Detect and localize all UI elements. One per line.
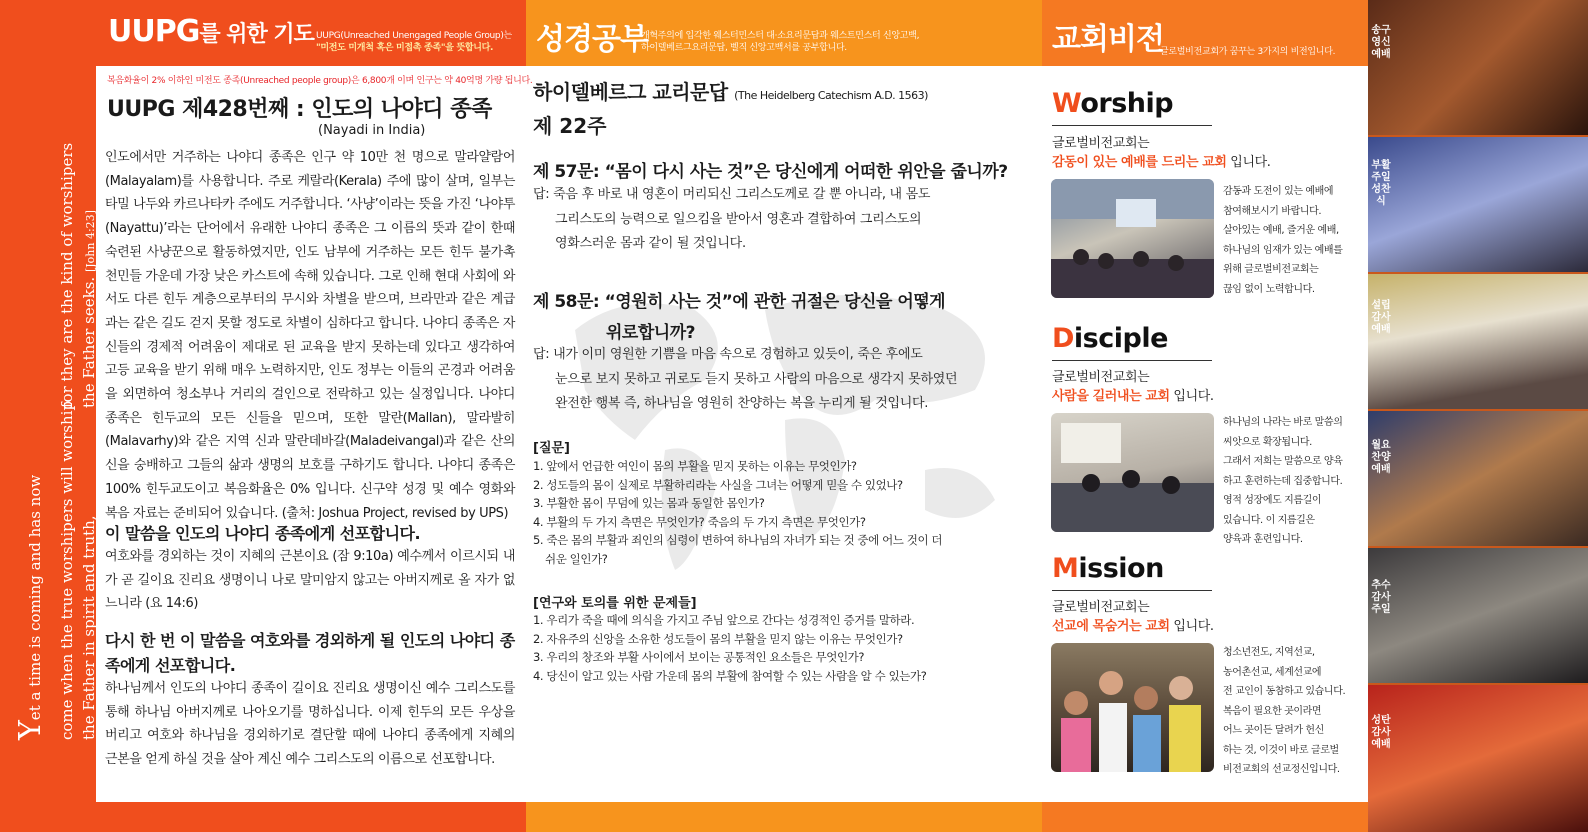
- disciple-rule: [1052, 360, 1212, 361]
- question-57: 제 57문: “몸이 다시 사는 것”은 당신에게 어떠한 위안을 줍니까?: [533, 162, 1008, 182]
- uupg-body: 인도에서만 거주하는 나야디 종족은 인구 약 10만 천 명으로 말라얄람어(Malayalam)를 사용합니다. 주로 케랄라(Kerala) 주에 많이 살며, 일부는 타밀 나두와 카르나타카 주에도 거주합니다. ‘사냥’이라는 뜻을 가진 ‘나야투(Nayattu)’라는 단어에서 유래한 나야디 종족은 그 이름의 뜻과 같이 한때 숙련된 사냥꾼으로 활동하였지만, 인도 남부에 거주하는 모든 힌두 불가촉 천민들 가운데 가장 낮은 카스트에 속해 있습니다. 그로 인해 현대 사회에 와서도 다른 힌두 계층으로부터의 무시와 차별을 받으며, 브라만과 같은 계급과는 같은 길도 걷지 못할 정도로 차별이 심하다고 합니다. 나야디 종족은 자신들의 경제적 어려움이 제대로 된 교육을 받지 못하는데 있다고 생각하여 고등 교육을 받기 위해 매우 노력하지만, 인도 정부는 이들의 곤경과 어려움을 외면하여 청소부나 거리의 걸인으로 전락하고 있는 실정입니다. 나야디 종족은 힌두교의 모든 신들을 믿으며, 또한 말란(Mallan), 말라발히(Malavarhy)와 같은 지역 신과 말란데바갈(Maladeivangal)과 같은 산의 신을 숭배하고 그들의 삶과 생명의 보호를 구하기도 합니다. 나야디 종족은 100% 힌두교도이고 복음화율은 0% 입니다. 신구약 성경 및 예수 영화와 복음 자료는 준비되어 있습니다. (출처: Joshua Project, revised by UPS): [105, 150, 515, 521]
- strip-label-4: 월요찬양예배: [1371, 440, 1391, 475]
- spine-verse-line-1: for they are the kind of worshipers: [58, 142, 76, 408]
- question-58-line-1: 제 58문: “영원히 사는 것”에 관한 귀절은 당신을 어떻게: [533, 292, 946, 312]
- uupg-body-2: 여호와를 경외하는 것이 지혜의 근본이요 (잠 9:10a) 예수께서 이르시되 내가 곧 길이요 진리요 생명이니 나로 말미암지 않고는 아버지께로 올 자가 없느니라 (요 14:6): [105, 549, 515, 612]
- spine-verse-ref: [John 4:23]: [84, 210, 97, 273]
- uupg-note: 복음화율이 2% 이하인 미전도 종족(Unreached people group)은 6,800개 이며 인구는 약 40억명 가량 됩니다.: [107, 76, 533, 86]
- worship-heading: Worship: [1052, 88, 1174, 119]
- bible-header: [526, 0, 1042, 66]
- mission-photo: [1051, 643, 1214, 772]
- uupg-title: UUPG 제428번째 : 인도의 나야디 종족: [107, 97, 492, 122]
- strip-label-1: 송구영신예배: [1371, 25, 1391, 60]
- mission-text: 청소년전도, 지역선교, 농어촌선교, 세계선교에 전 교인이 동참하고 있습니다. 복음이 필요한 곳이라면 어느 곳이든 달려가 헌신 하는 것, 이것이 바로 글로벌 비전교회의 선교정신입니다.: [1223, 647, 1346, 775]
- question-item: 1. 앞에서 언급한 여인이 몸의 부활을 믿지 못하는 이유는 무엇인가?: [533, 459, 857, 473]
- catechism-week: 제 22주: [533, 114, 607, 138]
- disciple-line-1: 글로벌비전교회는: [1052, 370, 1150, 385]
- mission-photo-art: [1051, 643, 1214, 772]
- uupg-heading-3: 다시 한 번 이 말씀을 여호와를 경외하게 될 인도의 나야디 종족에게 선포합니다.: [105, 631, 515, 675]
- worship-text: 감동과 도전이 있는 예배에 참여해보시기 바랍니다. 살아있는 예배, 즐거운 예배, 하나님의 임재가 있는 예배를 위해 글로벌비전교회는 끊임 없이 노력합니다.: [1223, 186, 1343, 295]
- questions-list: [533, 457, 1003, 568]
- study-list: [533, 611, 1003, 685]
- uupg-header-title: UUPG를 위한 기도: [108, 14, 314, 49]
- uupg-subtitle: (Nayadi in India): [318, 123, 426, 138]
- disciple-photo: [1051, 413, 1214, 532]
- disciple-text: 하나님의 나라는 바로 말씀의 씨앗으로 확장됩니다. 그래서 저희는 말씀으로 양육 하고 훈련하는데 집중합니다. 영적 성장에도 지름길이 있습니다. 이 지름길은 양육과 훈련입니다.: [1223, 417, 1343, 545]
- strip-photo-3: [1368, 274, 1588, 409]
- question-item: 3. 부활한 몸이 무덤에 있는 몸과 동일한 몸인가?: [533, 496, 765, 510]
- strip-photo-2: [1368, 137, 1588, 272]
- strip-photo-5: [1368, 548, 1588, 683]
- question-item: 2. 성도들의 몸이 실제로 부활하리라는 사실을 그녀는 어떻게 믿을 수 있었나?: [533, 477, 903, 492]
- catechism-title: 하이델베르그 교리문답 (The Heidelberg Catechism A.D. 1563): [533, 80, 928, 104]
- uupg-header: [96, 0, 526, 66]
- vision-header-desc: 글로벌비전교회가 꿈꾸는 3가지의 비전입니다.: [1160, 47, 1336, 57]
- worship-rule: [1052, 125, 1212, 126]
- spine-verse-line-5: the Father in spirit and truth,: [80, 515, 98, 740]
- strip-label-6: 성탄감사예배: [1371, 715, 1391, 750]
- strip-label-3: 설립감사예배: [1371, 300, 1391, 335]
- answer-58: 답: 내가 이미 영원한 기쁨을 마음 속으로 경험하고 있듯이, 죽은 후에도 눈으로 보지 못하고 귀로도 듣지 못하고 사람의 마음으로 생각지 못하였던 완전한 행복 즉, 하나님을 영원히 찬양하는 복을 누리게 될 것입니다.: [533, 347, 958, 411]
- questions-heading: [질문]: [533, 441, 570, 456]
- worship-photo-art: [1051, 179, 1214, 298]
- uupg-header-desc: UUPG(Unreached Unengaged People Group)는 "미전도 미개척 혹은 미접촉 종족"을 뜻합니다.: [316, 31, 512, 53]
- bible-header-title: 성경공부: [536, 22, 648, 57]
- vision-header-title: 교회비전: [1052, 22, 1164, 57]
- study-item: 1. 우리가 죽을 때에 의식을 가지고 주님 앞으로 간다는 성경적인 증거를 말하라.: [533, 613, 915, 627]
- answer-57: 답: 죽음 후 바로 내 영혼이 머리되신 그리스도께로 갈 뿐 아니라, 내 몸도 그리스도의 능력으로 일으킴을 받아서 영혼과 결합하여 그리스도의 영화스러운 몸과 같이 될 것입니다.: [533, 187, 931, 251]
- uupg-heading-2: 이 말씀을 인도의 나야디 종족에게 선포합니다.: [105, 524, 421, 543]
- spine-big-letter: Y: [13, 720, 48, 740]
- study-item: 3. 우리의 창조와 부활 사이에서 보이는 공통적인 요소들은 무엇인가?: [533, 650, 865, 664]
- vision-header: [1042, 0, 1368, 66]
- question-58-line-2: 위로합니까?: [606, 323, 695, 343]
- worship-line-2: 감동이 있는 예배를 드리는 교회 입니다.: [1052, 155, 1271, 170]
- mission-line-1: 글로벌비전교회는: [1052, 600, 1150, 615]
- study-heading: [연구와 토의를 위한 문제들]: [533, 596, 697, 611]
- disciple-heading: Disciple: [1052, 323, 1168, 354]
- disciple-photo-art: [1051, 413, 1214, 532]
- bottom-band-1: [96, 802, 526, 832]
- bottom-band-3: [1042, 802, 1368, 832]
- bottom-band-2: [526, 802, 1042, 832]
- question-item: 5. 죽은 몸의 부활과 죄인의 심령이 변하여 하나님의 자녀가 되는 것 중에 어느 것이 더: [533, 533, 943, 547]
- catechism-title-en: (The Heidelberg Catechism A.D. 1563): [734, 89, 928, 102]
- question-item: 4. 부활의 두 가지 측면은 무엇인가? 죽음의 두 가지 측면은 무엇인가?: [533, 514, 866, 529]
- spine-verse-line-4: come when the true worshipers will worship: [58, 400, 76, 740]
- strip-photo-1: [1368, 0, 1588, 135]
- study-item: 2. 자유주의 신앙을 소유한 성도들이 몸의 부활을 믿지 않는 이유는 무엇인가?: [533, 631, 903, 646]
- strip-photo-6: [1368, 685, 1588, 832]
- mission-rule: [1052, 590, 1212, 591]
- disciple-line-2: 사람을 길러내는 교회 입니다.: [1052, 389, 1214, 404]
- question-item: 쉬운 일인가?: [545, 551, 608, 566]
- spine-verse-line-2: the Father seeks. [John 4:23]: [80, 210, 98, 408]
- mission-heading: Mission: [1052, 553, 1164, 584]
- strip-label-2: 부활주일 성찬식: [1371, 160, 1391, 207]
- left-spine: [0, 0, 96, 832]
- study-item: 4. 당신이 알고 있는 사람 가운데 몸의 부활에 참여할 수 있는 사람을 알 수 있는가?: [533, 668, 927, 683]
- uupg-body-3: 하나님께서 인도의 나야디 종족이 길이요 진리요 생명이신 예수 그리스도를 통해 하나님 아버지께로 나아오기를 명하십니다. 이제 힌두의 모든 우상을 버리고 여호와 하나님을 경외하기로 결단할 때에 나야디 종족에게 지혜의 근본을 얻게 하실 것을 살아 계신 예수 그리스도의 이름으로 선포합니다.: [105, 681, 515, 768]
- strip-photo-4: [1368, 411, 1588, 546]
- worship-photo: [1051, 179, 1214, 298]
- worship-line-1: 글로벌비전교회는: [1052, 136, 1150, 151]
- mission-line-2: 선교에 목숨거는 교회 입니다.: [1052, 619, 1214, 634]
- strip-label-5: 추수감사주일: [1371, 580, 1391, 615]
- spine-verse-line-3: Yet a time is coming and has now: [13, 474, 48, 740]
- bible-header-desc: 개혁주의에 입각한 웨스터민스터 대·소요리문답과 웨스트민스터 신앙고백, 하이델베르그요리문답, 벨직 신앙고백서를 공부합니다.: [641, 31, 920, 53]
